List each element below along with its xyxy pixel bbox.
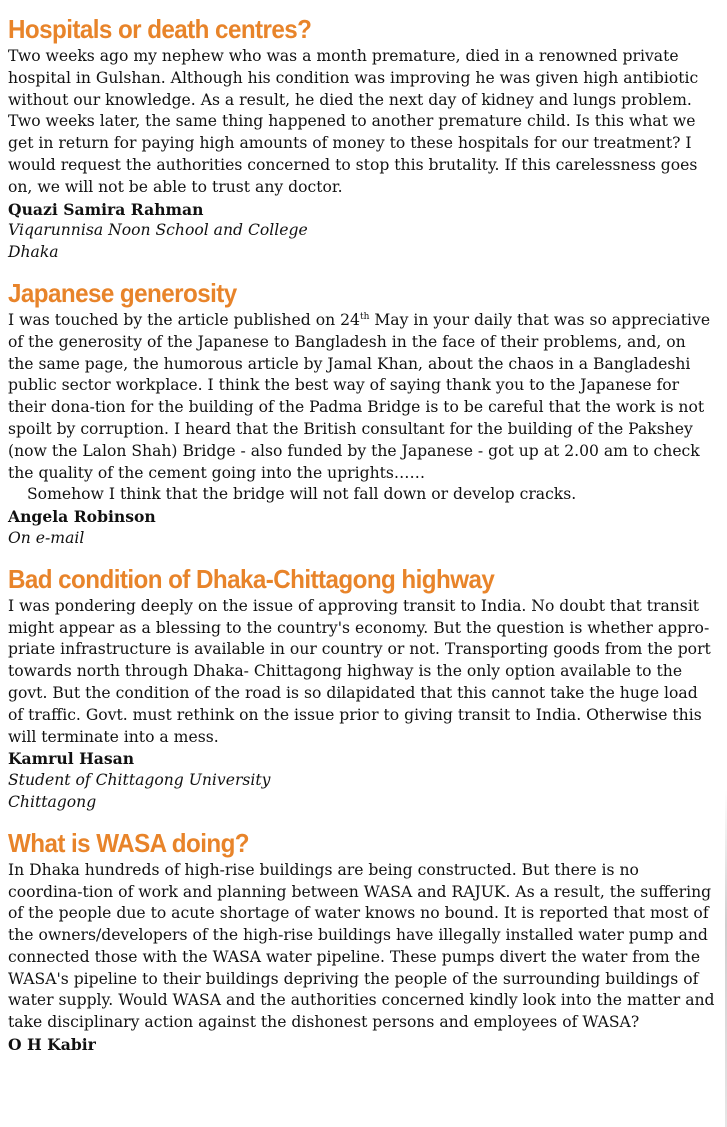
letter-author: O H Kabir bbox=[8, 1035, 96, 1055]
letter-body-part: I was touched by the article published on 24 bbox=[8, 310, 360, 329]
letter-dhaka-chittagong-highway bbox=[8, 564, 716, 814]
letter-headline: Bad condition of Dhaka-Chittagong highway bbox=[8, 563, 495, 594]
letter-body: In Dhaka hundreds of high-rise buildings are being constructed. But there is no coordina-tion of work and planning between WASA and RAJUK. As a result, the suffering of the people due to acute shortage of water knows no bound. It is reported that most of the owners/developers of the high-rise buildings have illegally installed water pump and connected those with the WASA water pipeline. These pumps divert the water from the WASA's pipeline to their buildings depriving the people of the surrounding buildings of water supply. Would WASA and the authorities concerned kindly look into the matter and take disciplinary action against the dishonest persons and employees of WASA? bbox=[8, 860, 715, 1032]
letter-headline: Japanese generosity bbox=[8, 277, 237, 308]
letter-affiliation: Student of Chittagong University bbox=[8, 771, 271, 790]
letter-location: On e-mail bbox=[8, 528, 85, 547]
letter-body bbox=[8, 310, 716, 484]
letter-body: I was pondering deeply on the issue of approving transit to India. No doubt that transit might appear as a blessing to the country's economy. But the question is whether appro-priate infrastructure is available in our country or not. Transporting goods from the port towards north through Dhaka- Chittagong highway is the only option available to the govt. But the condition of the road is so dilapidated that this cannot take the huge load of traffic. Govt. must rethink on the issue prior to giving transit to India. Otherwise this will terminate into a mess. bbox=[8, 596, 711, 746]
letter-headline: What is WASA doing? bbox=[8, 827, 250, 858]
letter-body: Two weeks ago my nephew who was a month premature, died in a renowned private hospital in Gulshan. Although his condition was improving he was given high antibiotic without our knowledge. As a result, he died the next day of kidney and lungs problem. Two weeks later, the same thing happened to another premature child. Is this what we get in return for paying high amounts of money to these hospitals for our treatment? I would request the authorities concerned to stop this brutality. If this carelessness goes on, we will not be able to trust any doctor. bbox=[8, 47, 699, 196]
letter-body: Somehow I think that the bridge will not fall down or develop cracks. bbox=[27, 485, 577, 504]
letters-page bbox=[8, 0, 716, 1056]
letter-location: Chittagong bbox=[8, 792, 97, 811]
letter-hospitals bbox=[8, 14, 716, 264]
letter-body-part: May in your daily that was so appreciative of the generosity of the Japanese to Bangladesh in the face of their problems, and, on the same page, the humorous article by Jamal Khan, about the chaos in a Bangladeshi public sector workplace. I think the best way of saying thank you to the Japanese for their dona-tion for the building of the Padma Bridge is to be careful that the work is not spoilt by corruption. I heard that the British consultant for the building of the Pakshey (now the Lalon Shah) Bridge - also funded by the Japanese - got up at 2.00 am to check the quality of the cement going into the uprights…… bbox=[8, 310, 711, 482]
letter-japanese-generosity bbox=[8, 278, 716, 550]
letter-headline: Hospitals or death centres? bbox=[8, 14, 312, 44]
letter-wasa bbox=[8, 828, 716, 1056]
letter-author: Angela Robinson bbox=[8, 507, 156, 527]
letter-location: Dhaka bbox=[8, 243, 59, 262]
ordinal-suffix: th bbox=[359, 311, 370, 322]
letter-author: Quazi Samira Rahman bbox=[8, 199, 204, 219]
letter-author: Kamrul Hasan bbox=[8, 749, 135, 769]
letter-affiliation: Viqarunnisa Noon School and College bbox=[8, 221, 308, 240]
